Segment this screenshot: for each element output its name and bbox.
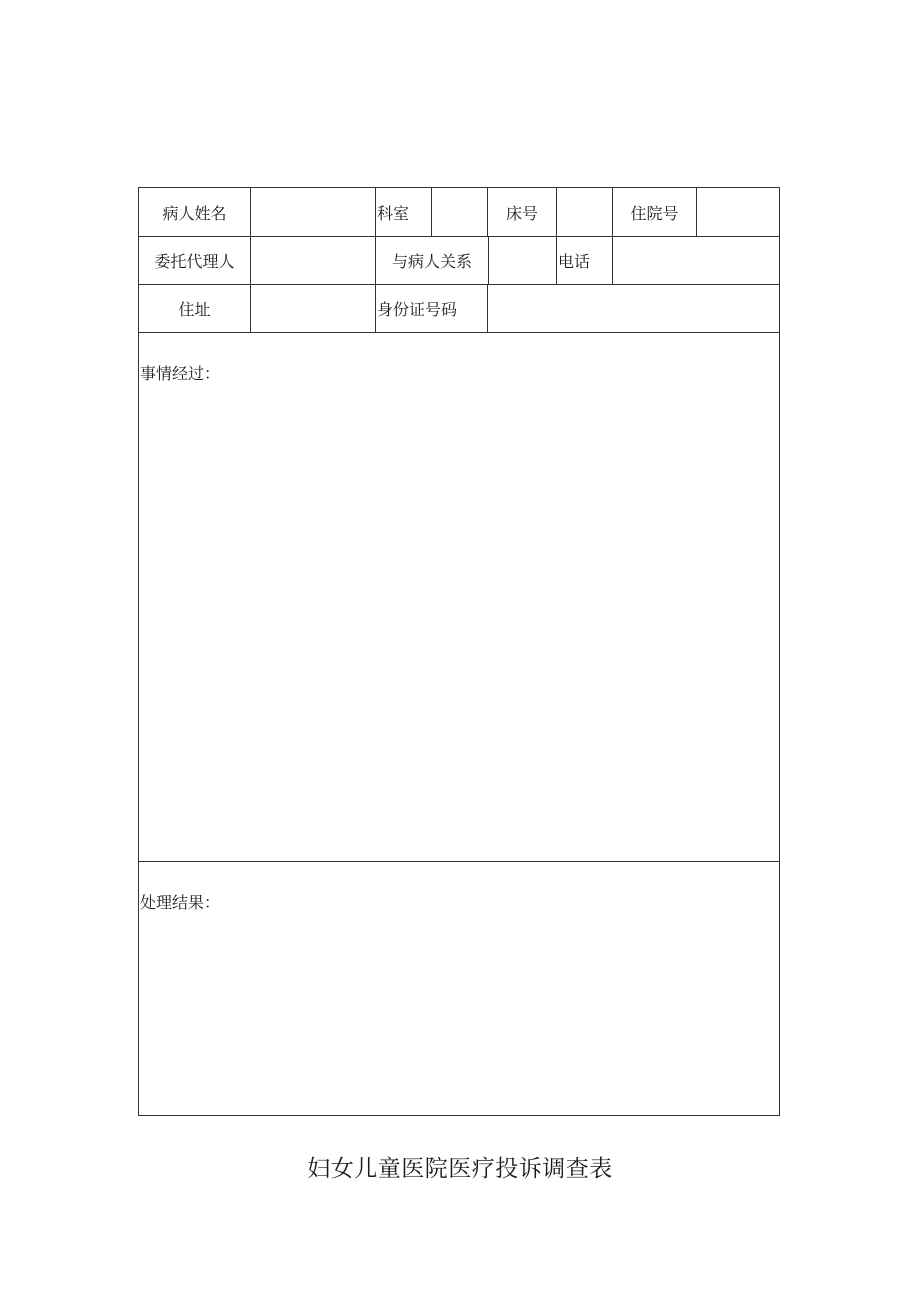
id-number-label: 身份证号码	[376, 285, 488, 332]
result-label: 处理结果：	[140, 893, 221, 912]
patient-name-label: 病人姓名	[139, 188, 251, 236]
admission-number-field[interactable]	[697, 188, 779, 236]
result-section[interactable]	[139, 862, 779, 1115]
address-label: 住址	[139, 285, 251, 332]
bed-number-label: 床号	[488, 188, 557, 236]
form-row-address	[139, 285, 779, 333]
form-row-patient	[139, 188, 779, 237]
agent-label: 委托代理人	[139, 237, 251, 284]
bed-number-field[interactable]	[557, 188, 613, 236]
department-field[interactable]	[432, 188, 488, 236]
incident-section[interactable]	[139, 333, 779, 862]
phone-label: 电话	[557, 237, 613, 284]
complaint-form-table	[138, 187, 780, 1116]
department-label: 科室	[376, 188, 432, 236]
document-title: 妇女儿童医院医疗投诉调查表	[307, 1156, 613, 1182]
patient-name-field[interactable]	[251, 188, 376, 236]
agent-field[interactable]	[251, 237, 376, 284]
id-number-field[interactable]	[488, 285, 779, 332]
incident-label: 事情经过：	[140, 364, 221, 383]
relation-field[interactable]	[488, 237, 557, 284]
address-field[interactable]	[251, 285, 376, 332]
phone-field[interactable]	[613, 237, 779, 284]
admission-number-label: 住院号	[613, 188, 697, 236]
form-row-agent	[139, 237, 779, 285]
relation-label: 与病人关系	[391, 252, 472, 271]
